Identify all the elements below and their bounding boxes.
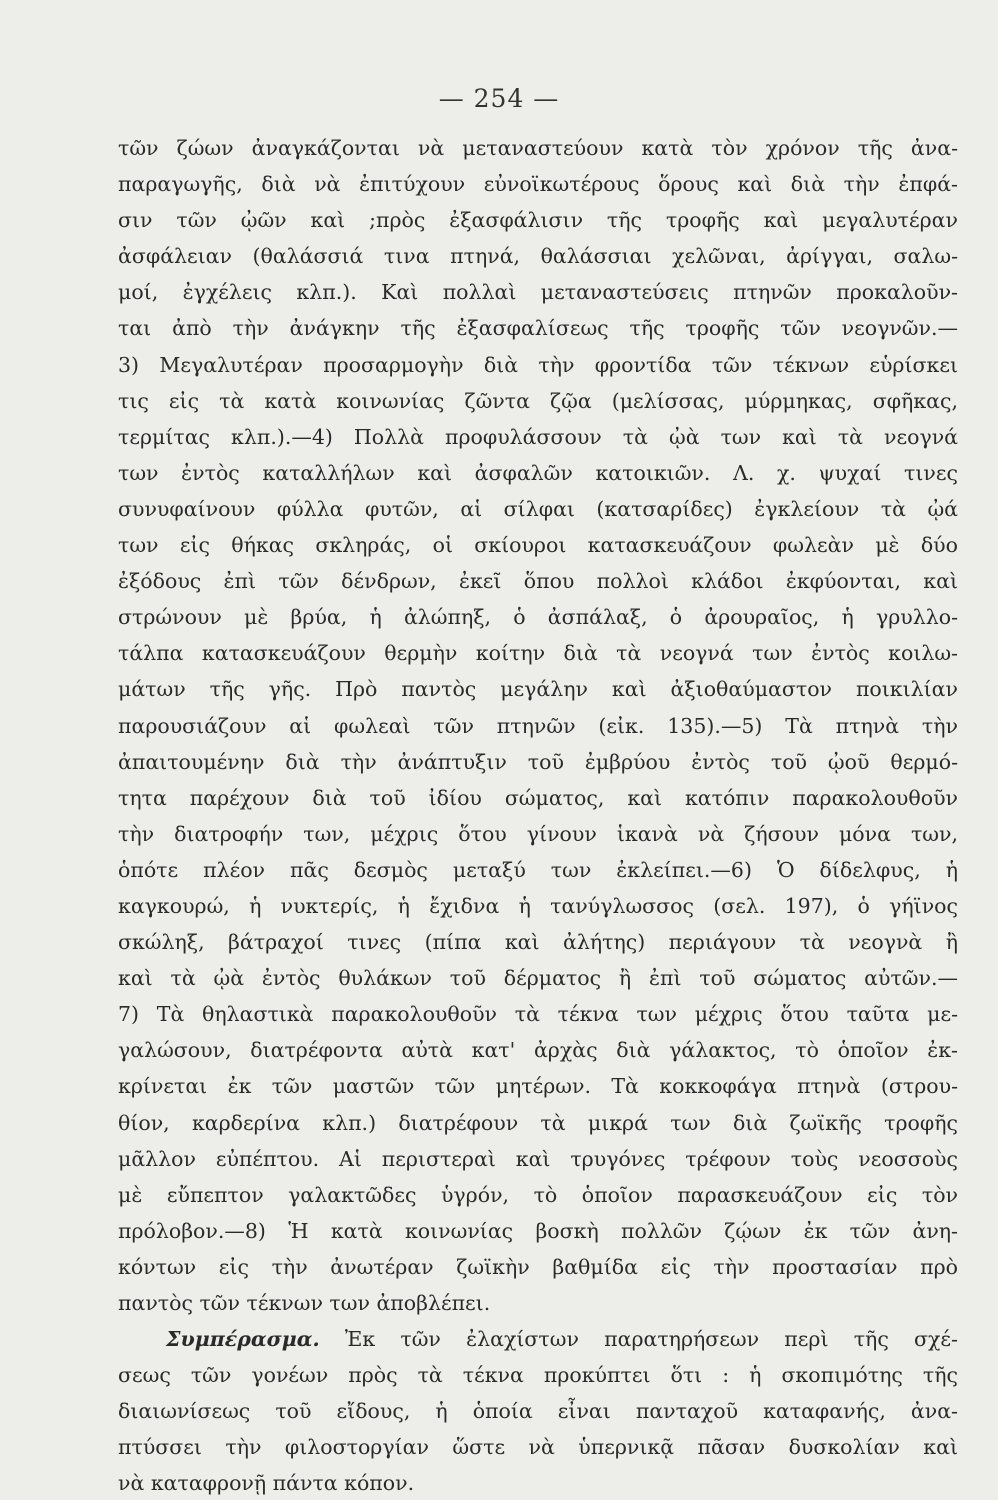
text-line: τῶν ζώων ἀναγκάζονται νὰ μεταναστεύουν κατὰ τὸν χρόνον τῆς ἀνα- xyxy=(118,136,958,160)
text-line: πτύσσει τὴν φιλοστοργίαν ὥστε νὰ ὑπερνικᾷ πᾶσαν δυσκολίαν καὶ xyxy=(118,1435,958,1460)
text-line: παραγωγῆς, διὰ νὰ ἐπιτύχουν εὐνοϊκωτέρους ὅρους καὶ διὰ τὴν ἐπφά- xyxy=(118,172,958,197)
conclusion-first-line-text: Ἐκ τῶν ἐλαχίστων παρατηρήσεων περὶ τῆς σχέ- xyxy=(344,1327,958,1352)
text-line: διαιωνίσεως τοῦ εἴδους, ἡ ὁποία εἶναι πανταχοῦ καταφανής, ἀνα- xyxy=(118,1399,958,1424)
text-line: μοί, ἐγχέλεις κλπ.). Καὶ πολλαὶ μεταναστεύσεις πτηνῶν προκαλοῦν- xyxy=(118,280,958,305)
text-line: κρίνεται ἐκ τῶν μαστῶν τῶν μητέρων. Τὰ κοκκοφάγα πτηνὰ (στρου- xyxy=(118,1074,958,1099)
conclusion-first-line xyxy=(118,1321,958,1357)
text-line: παρουσιάζουν αἱ φωλεαὶ τῶν πτηνῶν (εἰκ. 135).—5) Τὰ πτηνὰ τὴν xyxy=(118,713,958,738)
text-line: μάτων τῆς γῆς. Πρὸ παντὸς μεγάλην καὶ ἀξιοθαύμαστον ποικιλίαν xyxy=(118,677,958,702)
text-line: τερμίτας κλπ.).—4) Πολλὰ προφυλάσσουν τὰ ᾠὰ των καὶ τὰ νεογνά xyxy=(118,424,958,449)
body-text xyxy=(118,130,958,1500)
text-line: ται ἀπὸ τὴν ἀνάγκην τῆς ἐξασφαλίσεως τῆς τροφῆς τῶν νεογνῶν.— xyxy=(118,316,958,341)
text-line: κόντων εἰς τὴν ἀνωτέραν ζωϊκὴν βαθμίδα εἰς τὴν προστασίαν πρὸ xyxy=(118,1254,958,1279)
page-number: — 254 — xyxy=(438,84,560,113)
text-line: πρόλοβον.—8) Ἡ κατὰ κοινωνίας βοσκὴ πολλῶν ζῴων ἐκ τῶν ἀνη- xyxy=(118,1218,958,1243)
text-line: ἀσφάλειαν (θαλάσσιά τινα πτηνά, θαλάσσιαι χελῶναι, ἀρίγγαι, σαλω- xyxy=(118,244,958,269)
text-line: 7) Τὰ θηλαστικὰ παρακολουθοῦν τὰ τέκνα των μέχρις ὅτου ταῦτα με- xyxy=(118,1002,958,1027)
text-line: θίον, καρδερίνα κλπ.) διατρέφουν τὰ μικρά των διὰ ζωϊκῆς τροφῆς xyxy=(118,1110,958,1135)
text-line: των εἰς θήκας σκληράς, οἱ σκίουροι κατασκευάζουν φωλεὰν μὲ δύο xyxy=(118,533,958,558)
text-line: των ἐντὸς καταλλήλων καὶ ἀσφαλῶν κατοικιῶν. Λ. χ. ψυχαί τινες xyxy=(118,460,958,485)
text-line: τητα παρέχουν διὰ τοῦ ἰδίου σώματος, καὶ κατόπιν παρακολουθοῦν xyxy=(118,785,958,810)
text-line: στρώνουν μὲ βρύα, ἡ ἀλώπηξ, ὁ ἀσπάλαξ, ὁ ἀρουραῖος, ἡ γρυλλο- xyxy=(118,605,958,630)
text-line: τις εἰς τὰ κατὰ κοινωνίας ζῶντα ζῷα (μελίσσας, μύρμηκας, σφῆκας, xyxy=(118,388,958,413)
text-line: μὲ εὔπεπτον γαλακτῶδες ὑγρόν, τὸ ὁποῖον παρασκευάζουν εἰς τὸν xyxy=(118,1182,958,1207)
text-line: παντὸς τῶν τέκνων των ἀποβλέπει. xyxy=(118,1291,491,1315)
text-line: σιν τῶν ᾠῶν καὶ ;πρὸς ἐξασφάλισιν τῆς τροφῆς καὶ μεγαλυτέραν xyxy=(118,208,958,233)
text-line: καγκουρώ, ἡ νυκτερίς, ἡ ἔχιδνα ἡ τανύγλωσσος (σελ. 197), ὁ γήϊνος xyxy=(118,893,958,918)
text-line: τὴν διατροφήν των, μέχρις ὅτου γίνουν ἱκανὰ νὰ ζήσουν μόνα των, xyxy=(118,821,958,846)
text-line: 3) Μεγαλυτέραν προσαρμογὴν διὰ τὴν φροντίδα τῶν τέκνων εὑρίσκει xyxy=(118,352,958,377)
text-line: ὁπότε πλέον πᾶς δεσμὸς μεταξύ των ἐκλείπει.—6) Ὁ δίδελφυς, ἡ xyxy=(118,857,958,882)
text-line: νὰ καταφρονῇ πάντα κόπον. xyxy=(118,1471,415,1496)
text-line: ἀπαιτουμένην διὰ τὴν ἀνάπτυξιν τοῦ ἐμβρύου ἐντὸς τοῦ ᾠοῦ θερμό- xyxy=(118,749,958,774)
text-line: συνυφαίνουν φύλλα φυτῶν, αἱ σίλφαι (κατσαρίδες) ἐγκλείουν τὰ ᾠά xyxy=(118,496,958,521)
conclusion-heading: Συμπέρασμα. xyxy=(166,1327,320,1352)
text-line: σεως τῶν γονέων πρὸς τὰ τέκνα προκύπτει ὅτι : ἡ σκοπιμότης τῆς xyxy=(118,1363,958,1388)
text-line: τάλπα κατασκευάζουν θερμὴν κοίτην διὰ τὰ νεογνά των ἐντὸς κοιλω- xyxy=(118,641,958,666)
text-line: γαλώσουν, διατρέφοντα αὐτὰ κατ' ἀρχὰς διὰ γάλακτος, τὸ ὁποῖον ἐκ- xyxy=(118,1038,958,1063)
text-line: μᾶλλον εὐπέπτου. Αἱ περιστεραὶ καὶ τρυγόνες τρέφουν τοὺς νεοσσοὺς xyxy=(118,1146,958,1171)
text-line: σκώληξ, βάτραχοί τινες (πίπα καὶ ἀλήτης) περιάγουν τὰ νεογνὰ ἢ xyxy=(118,930,958,955)
text-line: καὶ τὰ ᾠὰ ἐντὸς θυλάκων τοῦ δέρματος ἢ ἐπὶ τοῦ σώματος αὐτῶν.— xyxy=(118,966,958,991)
text-line: ἐξόδους ἐπὶ τῶν δένδρων, ἐκεῖ ὅπου πολλοὶ κλάδοι ἐκφύονται, καὶ xyxy=(118,569,958,594)
